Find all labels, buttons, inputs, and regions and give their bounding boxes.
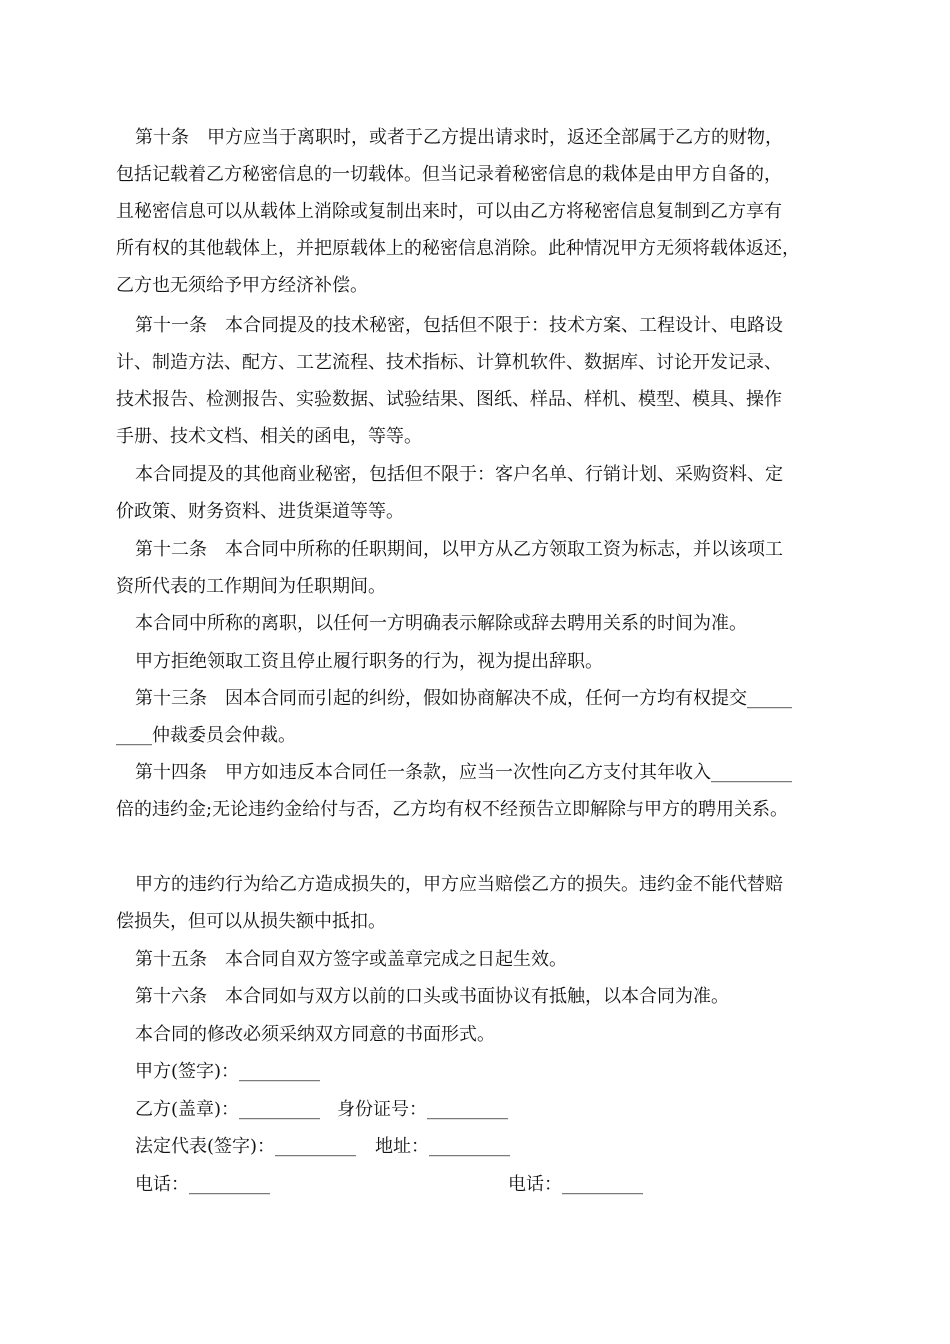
article-12 [116,531,846,605]
text-line: 资所代表的工作期间为任职期间。 [116,576,386,597]
text-line: 计、制造方法、配方、工艺流程、技术指标、计算机软件、数据库、讨论开发记录、 [116,352,782,373]
text-line: 第十六条 本合同如与双方以前的口头或书面协议有抵触，以本合同为准。 [135,986,729,1007]
party-b-seal-line: 乙方(盖章)：_________ [135,1099,321,1120]
text-line: ____仲裁委员会仲裁。 [116,725,296,746]
text-line: 价政策、财务资料、进货渠道等等。 [116,501,404,522]
text-line: 第十一条 本合同提及的技术秘密，包括但不限于：技术方案、工程设计、电路设 [135,315,783,336]
text-line: 包括记载着乙方秘密信息的一切载体。但当记录着秘密信息的栽体是由甲方自备的， [116,164,782,185]
text-line: 第十四条 甲方如违反本合同任一条款，应当一次性向乙方支付其年收入_________ [135,762,792,783]
text-line: 倍的违约金;无论违约金给付与否，乙方均有权不经预告立即解除与甲方的聘用关系。 [116,799,789,820]
text-line: 且秘密信息可以从载体上消除或复制出来时，可以由乙方将秘密信息复制到乙方享有 [116,201,782,222]
article-11-other-secrets [116,456,846,530]
phone-left-line: 电话：_________ [135,1174,270,1195]
text-line: 本合同的修改必须采纳双方同意的书面形式。 [135,1024,495,1045]
text-line: 偿损失，但可以从损失额中抵扣。 [116,911,386,932]
text-line: 所有权的其他载体上，并把原载体上的秘密信息消除。此种情况甲方无须将载体返还， [116,238,800,259]
text-line: 甲方拒绝领取工资且停止履行职务的行为，视为提出辞职。 [135,651,603,672]
article-12-resignation [116,605,846,642]
article-14 [116,754,846,828]
text-line: 手册、技术文档、相关的函电，等等。 [116,426,422,447]
address-line: 地址：_________ [375,1136,510,1157]
text-line: 第十二条 本合同中所称的任职期间，以甲方从乙方领取工资为标志，并以该项工 [135,539,783,560]
article-13 [116,680,846,754]
text-line: 第十条 甲方应当于离职时，或者于乙方提出请求时，返还全部属于乙方的财物， [135,127,783,148]
text-line: 本合同中所称的离职，以任何一方明确表示解除或辞去聘用关系的时间为准。 [135,613,747,634]
text-line: 甲方的违约行为给乙方造成损失的，甲方应当赔偿乙方的损失。违约金不能代替赔 [135,874,783,895]
article-11 [116,307,846,455]
id-number-line: 身份证号：_________ [337,1099,508,1120]
party-a-signature-line: 甲方(签字)：_________ [135,1061,321,1082]
text-line: 第十五条 本合同自双方签字或盖章完成之日起生效。 [135,949,567,970]
article-12-refusal [116,643,846,680]
article-10 [116,119,846,304]
legal-representative-line: 法定代表(签字)：_________ [135,1136,357,1157]
text-line: 第十三条 因本合同而引起的纠纷，假如协商解决不成，任何一方均有权提交_____ [135,688,792,709]
text-line: 本合同提及的其他商业秘密，包括但不限于：客户名单、行销计划、采购资料、定 [135,464,783,485]
article-14-damages [116,866,846,940]
phone-right-line: 电话：_________ [508,1174,643,1195]
article-15 [116,941,846,978]
article-16-amendment [116,1016,846,1053]
text-line: 技术报告、检测报告、实验数据、试验结果、图纸、样品、样机、模型、模具、操作 [116,389,782,410]
article-16 [116,978,846,1015]
text-line: 乙方也无须给予甲方经济补偿。 [116,275,368,296]
